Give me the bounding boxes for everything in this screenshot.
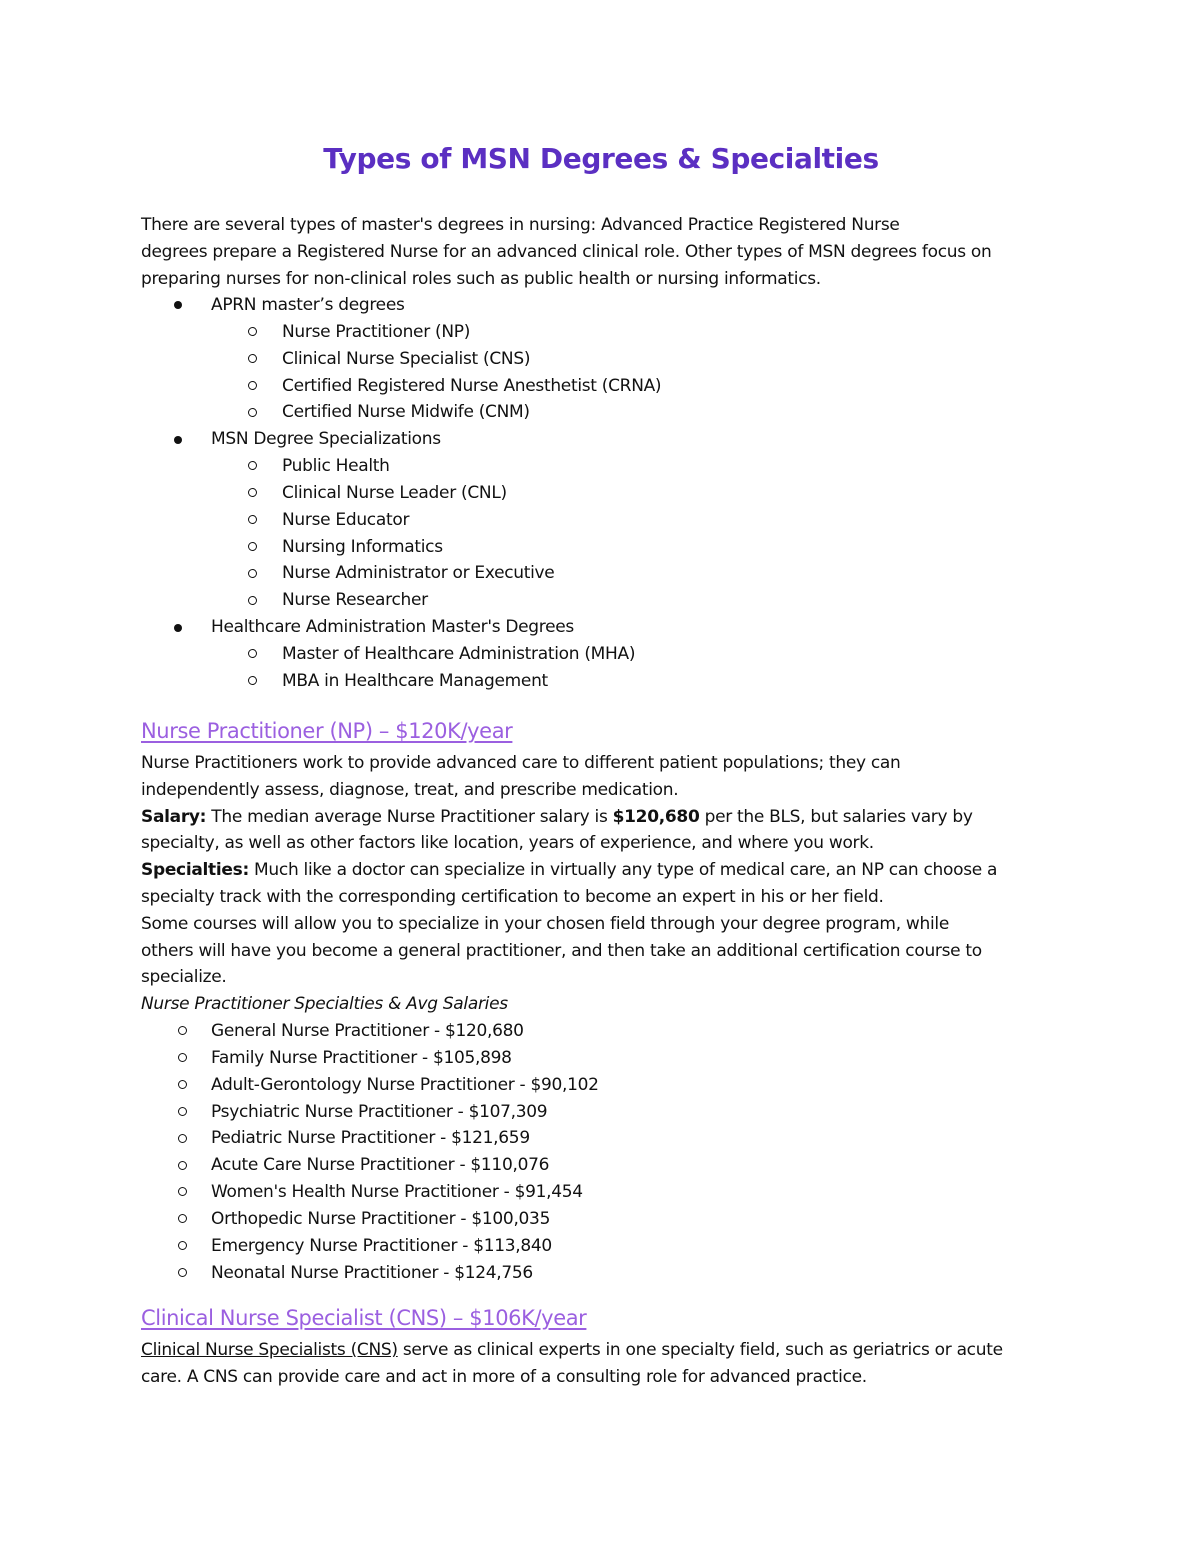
np-description-line: independently assess, diagnose, treat, and prescribe medication. <box>141 779 679 800</box>
circle-bullet-icon <box>141 346 282 372</box>
list-item <box>141 1179 1061 1206</box>
list-item-label: Pediatric Nurse Practitioner - $121,659 <box>211 1128 530 1149</box>
sub-list-item <box>141 587 1061 614</box>
circle-bullet-icon <box>141 1072 211 1098</box>
circle-bullet-icon <box>141 1206 211 1232</box>
np-courses-line: Some courses will allow you to specialize in your chosen field through your degree program, while <box>141 913 949 934</box>
cns-text: serve as clinical experts in one specialty field, such as geriatrics or acute <box>397 1340 1003 1360</box>
np-list-caption: Nurse Practitioner Specialties & Avg Salaries <box>141 994 508 1015</box>
sub-list-item <box>141 453 1061 480</box>
list-item <box>141 1206 1061 1233</box>
sub-list-item-label: Clinical Nurse Specialist (CNS) <box>282 348 531 369</box>
np-description-line: Nurse Practitioners work to provide advanced care to different patient populations; they can <box>141 753 901 773</box>
list-item-label: Adult-Gerontology Nurse Practitioner - $90,102 <box>211 1074 599 1095</box>
list-item <box>141 1018 1061 1045</box>
sub-list-item <box>141 399 1061 426</box>
circle-bullet-icon <box>141 1018 211 1044</box>
cns-section-heading-link[interactable]: Clinical Nurse Specialist (CNS) – $106K/year <box>141 1306 587 1330</box>
list-item-label: Acute Care Nurse Practitioner - $110,076 <box>211 1155 550 1176</box>
sub-list-item <box>141 346 1061 373</box>
cns-description-line <box>141 1337 1061 1364</box>
sub-list-item-label: Nurse Practitioner (NP) <box>282 321 471 342</box>
circle-bullet-icon <box>141 507 282 533</box>
list-item-aprn <box>141 292 1061 319</box>
intro-paragraph <box>141 212 1061 292</box>
list-item-label: Neonatal Nurse Practitioner - $124,756 <box>211 1262 533 1283</box>
list-item-label: APRN master’s degrees <box>211 295 405 316</box>
sub-list-item <box>141 507 1061 534</box>
sub-list-item <box>141 373 1061 400</box>
sub-list-item-label: MBA in Healthcare Management <box>282 670 548 691</box>
list-item <box>141 1125 1061 1152</box>
circle-bullet-icon <box>141 1126 211 1152</box>
sub-list-item-label: Certified Nurse Midwife (CNM) <box>282 402 530 423</box>
circle-bullet-icon <box>141 319 282 345</box>
np-specialties-line: specialty track with the corresponding certification to become an expert in his or her field. <box>141 886 884 907</box>
np-section-heading-link[interactable]: Nurse Practitioner (NP) – $120K/year <box>141 719 513 743</box>
sub-list-item <box>141 560 1061 587</box>
salary-text: per the BLS, but salaries vary by <box>699 806 973 827</box>
sub-list-item-label: Public Health <box>282 456 390 477</box>
list-item <box>141 1045 1061 1072</box>
np-salary-line: specialty, as well as other factors like location, years of experience, and where you work. <box>141 833 874 854</box>
circle-bullet-icon <box>141 480 282 506</box>
bullet-icon <box>141 427 211 453</box>
salary-label: Salary: <box>141 806 207 827</box>
sub-list-item <box>141 480 1061 507</box>
list-item <box>141 1260 1061 1287</box>
salary-text: The median average Nurse Practitioner salary is <box>206 806 613 827</box>
bullet-icon <box>141 292 211 318</box>
circle-bullet-icon <box>141 373 282 399</box>
specialties-text: Much like a doctor can specialize in virtually any type of medical care, an NP can choose a <box>248 860 998 881</box>
circle-bullet-icon <box>141 1179 211 1205</box>
cns-link[interactable]: Clinical Nurse Specialists (CNS) <box>141 1340 398 1360</box>
list-item-label: Women's Health Nurse Practitioner - $91,454 <box>211 1182 583 1203</box>
sub-list-item <box>141 319 1061 346</box>
np-salary-paragraph <box>141 804 1061 831</box>
sub-list-item-label: Nurse Administrator or Executive <box>282 563 555 584</box>
circle-bullet-icon <box>141 668 282 694</box>
intro-line: degrees prepare a Registered Nurse for an advanced clinical role. Other types of MSN degrees focus on <box>141 241 992 262</box>
list-item-healthcare-admin <box>141 614 1061 641</box>
list-item-label: General Nurse Practitioner - $120,680 <box>211 1020 524 1041</box>
sub-list-item <box>141 668 1061 695</box>
list-item-label: Orthopedic Nurse Practitioner - $100,035 <box>211 1208 551 1229</box>
np-specialties-paragraph <box>141 857 1061 884</box>
sub-list-item <box>141 534 1061 561</box>
np-specialties-list <box>141 1018 1061 1286</box>
circle-bullet-icon <box>141 1045 211 1071</box>
sub-list-item <box>141 641 1061 668</box>
intro-line: There are several types of master's degrees in nursing: Advanced Practice Registered Nurse <box>141 215 900 235</box>
np-courses-line: specialize. <box>141 967 227 988</box>
cns-section-body <box>141 1337 1061 1391</box>
circle-bullet-icon <box>141 534 282 560</box>
specialties-label: Specialties: <box>141 860 249 881</box>
list-item-label: Healthcare Administration Master's Degrees <box>211 617 574 638</box>
salary-value: $120,680 <box>612 806 700 827</box>
sub-list-item-label: Certified Registered Nurse Anesthetist (CRNA) <box>282 375 662 396</box>
circle-bullet-icon <box>141 1260 211 1286</box>
list-item-label: MSN Degree Specializations <box>211 429 441 450</box>
circle-bullet-icon <box>141 1233 211 1259</box>
circle-bullet-icon <box>141 588 282 614</box>
np-section-body <box>141 750 1061 1286</box>
list-item-label: Emergency Nurse Practitioner - $113,840 <box>211 1235 552 1256</box>
cns-description-line: care. A CNS can provide care and act in more of a consulting role for advanced practice. <box>141 1366 867 1387</box>
list-item-label: Psychiatric Nurse Practitioner - $107,309 <box>211 1101 548 1122</box>
degree-types-list <box>141 292 1061 695</box>
circle-bullet-icon <box>141 453 282 479</box>
sub-list-item-label: Nurse Educator <box>282 509 410 530</box>
list-item <box>141 1152 1061 1179</box>
list-item <box>141 1099 1061 1126</box>
intro-line: preparing nurses for non-clinical roles such as public health or nursing informatics. <box>141 268 821 289</box>
list-item-msn-specializations <box>141 426 1061 453</box>
sub-list-item-label: Clinical Nurse Leader (CNL) <box>282 482 507 503</box>
bullet-icon <box>141 615 211 641</box>
circle-bullet-icon <box>141 1153 211 1179</box>
sub-list-item-label: Nurse Researcher <box>282 590 428 611</box>
list-item <box>141 1233 1061 1260</box>
page-title: Types of MSN Degrees & Specialties <box>323 142 879 175</box>
np-courses-line: others will have you become a general practitioner, and then take an additional certification course to <box>141 940 982 961</box>
circle-bullet-icon <box>141 1099 211 1125</box>
circle-bullet-icon <box>141 400 282 426</box>
sub-list-item-label: Nursing Informatics <box>282 536 443 557</box>
list-item-label: Family Nurse Practitioner - $105,898 <box>211 1047 512 1068</box>
list-item <box>141 1072 1061 1099</box>
sub-list-item-label: Master of Healthcare Administration (MHA) <box>282 643 636 664</box>
circle-bullet-icon <box>141 561 282 587</box>
circle-bullet-icon <box>141 641 282 667</box>
